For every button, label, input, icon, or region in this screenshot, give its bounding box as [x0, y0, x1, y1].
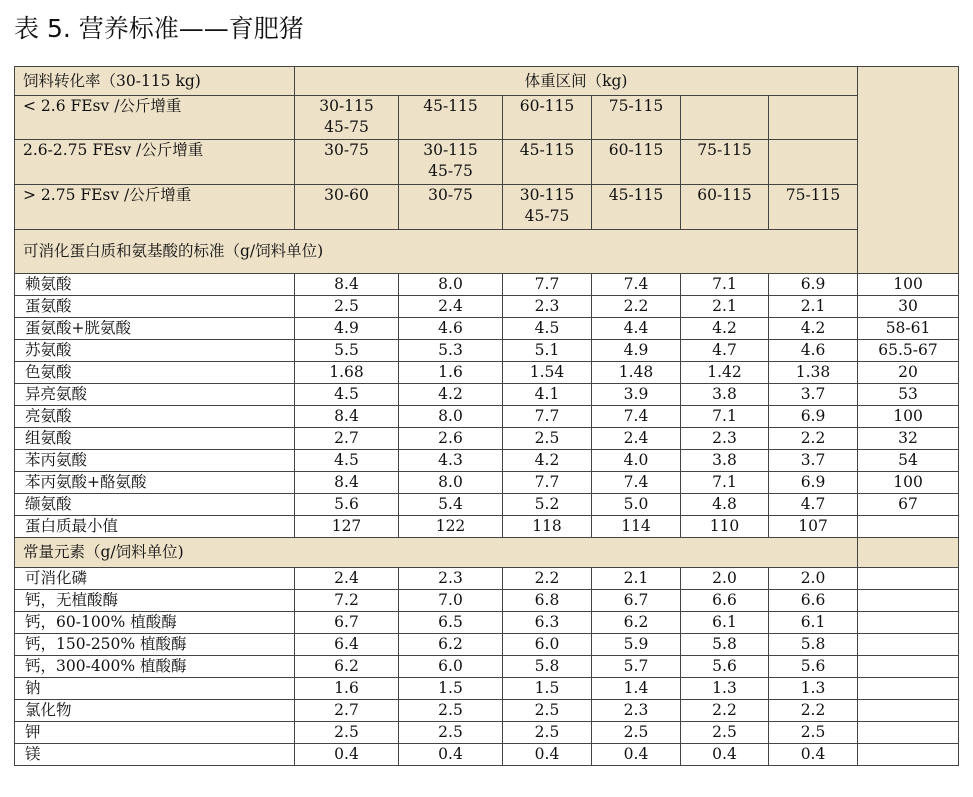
amino-value: 4.7: [769, 494, 858, 516]
amino-value: 5.4: [399, 494, 503, 516]
amino-row: [15, 450, 959, 472]
mineral-value: 2.2: [503, 568, 592, 590]
mineral-value: 0.4: [295, 744, 399, 766]
amino-value: 2.1: [681, 296, 769, 318]
mineral-value: 0.4: [503, 744, 592, 766]
fcr-header: 饲料转化率（30-115 kg): [15, 67, 295, 96]
range-value: 60-115: [608, 141, 664, 159]
amino-value: 1.6: [399, 362, 503, 384]
amino-value: 3.9: [592, 384, 681, 406]
mineral-value: 2.2: [769, 700, 858, 722]
lysine-percent: 20: [858, 362, 959, 384]
mineral-blank: [858, 744, 959, 766]
amino-row: [15, 296, 959, 318]
weight-range-cell: [769, 140, 858, 185]
amino-value: 5.3: [399, 340, 503, 362]
lysine-percent: 67: [858, 494, 959, 516]
mineral-row: [15, 568, 959, 590]
weight-range-cell: [592, 140, 681, 185]
mineral-value: 1.3: [681, 678, 769, 700]
amino-value: 4.6: [399, 318, 503, 340]
weight-range-cell: [503, 96, 592, 140]
amino-value: 4.5: [295, 450, 399, 472]
mineral-value: 6.6: [769, 590, 858, 612]
mineral-value: 1.6: [295, 678, 399, 700]
amino-value: 4.5: [295, 384, 399, 406]
mineral-blank: [858, 590, 959, 612]
mineral-value: 6.7: [592, 590, 681, 612]
mineral-value: 6.4: [295, 634, 399, 656]
amino-value: 5.0: [592, 494, 681, 516]
amino-value: 127: [295, 516, 399, 538]
mineral-name: 钾: [15, 722, 295, 744]
mineral-value: 0.4: [769, 744, 858, 766]
amino-value: 8.4: [295, 406, 399, 428]
amino-value: 8.4: [295, 274, 399, 296]
mineral-blank: [858, 634, 959, 656]
mineral-value: 5.8: [769, 634, 858, 656]
mineral-blank: [858, 678, 959, 700]
mineral-row: [15, 722, 959, 744]
page-title: 表 5. 营养标准——育肥猪: [14, 14, 304, 43]
amino-row: [15, 428, 959, 450]
mineral-value: 2.3: [399, 568, 503, 590]
mineral-value: 2.5: [503, 700, 592, 722]
amino-value: 4.9: [592, 340, 681, 362]
mineral-value: 5.8: [681, 634, 769, 656]
mineral-value: 6.2: [295, 656, 399, 678]
range-value: 45-115: [423, 97, 478, 115]
mineral-value: 0.4: [681, 744, 769, 766]
range-value: 30-75: [428, 186, 473, 204]
weight-range-cell: [399, 140, 503, 185]
amino-value: 4.3: [399, 450, 503, 472]
amino-value: 7.4: [592, 472, 681, 494]
amino-value: 2.3: [681, 428, 769, 450]
amino-name: 赖氨酸: [15, 274, 295, 296]
amino-value: 1.42: [681, 362, 769, 384]
amino-value: 4.2: [769, 318, 858, 340]
lysine-percent: 58-61: [858, 318, 959, 340]
amino-value: 4.2: [503, 450, 592, 472]
mineral-name: 钙，150-250% 植酸酶: [15, 634, 295, 656]
mineral-value: 1.5: [399, 678, 503, 700]
amino-name: 组氨酸: [15, 428, 295, 450]
weight-range-cell: [399, 96, 503, 140]
lysine-percent: 53: [858, 384, 959, 406]
mineral-value: 6.8: [503, 590, 592, 612]
header-blank-cell: [858, 67, 959, 274]
amino-value: 4.7: [681, 340, 769, 362]
mineral-row: [15, 656, 959, 678]
mineral-blank: [858, 612, 959, 634]
amino-value: 8.0: [399, 472, 503, 494]
amino-value: 4.0: [592, 450, 681, 472]
lysine-percent: 100: [858, 274, 959, 296]
amino-value: 4.9: [295, 318, 399, 340]
amino-value: 4.6: [769, 340, 858, 362]
range-value: 45-115: [608, 186, 664, 204]
weight-range-cell: [503, 185, 592, 230]
amino-value: 7.7: [503, 406, 592, 428]
mineral-name: 氯化物: [15, 700, 295, 722]
amino-value: 5.6: [295, 494, 399, 516]
lysine-percent: 32: [858, 428, 959, 450]
amino-value: 107: [769, 516, 858, 538]
weight-range-cell: [592, 185, 681, 230]
mineral-value: 0.4: [592, 744, 681, 766]
lysine-percent: 100: [858, 472, 959, 494]
amino-value: 114: [592, 516, 681, 538]
mineral-blank: [858, 722, 959, 744]
mineral-value: 6.2: [592, 612, 681, 634]
range-value: 45-115: [519, 141, 575, 159]
mineral-section-header: [15, 538, 959, 568]
range-value: 60-115: [519, 97, 575, 115]
range-value: 30-75: [324, 141, 369, 159]
mineral-value: 2.4: [295, 568, 399, 590]
mineral-value: 2.5: [295, 722, 399, 744]
amino-value: 3.8: [681, 384, 769, 406]
amino-row: [15, 274, 959, 296]
amino-row: [15, 406, 959, 428]
mineral-value: 0.4: [399, 744, 503, 766]
weight-range-cell: [769, 96, 858, 140]
mineral-value: 6.0: [399, 656, 503, 678]
amino-value: 7.1: [681, 406, 769, 428]
mineral-row: [15, 634, 959, 656]
amino-name: 苯丙氨酸+酪氨酸: [15, 472, 295, 494]
range-value: 75-115: [608, 97, 664, 115]
weight-range-cell: [681, 185, 769, 230]
mineral-value: 6.1: [681, 612, 769, 634]
amino-name: 蛋氨酸+胱氨酸: [15, 318, 295, 340]
amino-section-header: [15, 230, 959, 274]
amino-value: 110: [681, 516, 769, 538]
mineral-value: 6.5: [399, 612, 503, 634]
mineral-name: 可消化磷: [15, 568, 295, 590]
amino-value: 1.54: [503, 362, 592, 384]
amino-value: 4.5: [503, 318, 592, 340]
range-value: 75-115: [785, 186, 841, 204]
range-value: 75-115: [697, 141, 752, 159]
amino-value: 118: [503, 516, 592, 538]
mineral-section-label: 常量元素（g/饲料单位): [15, 538, 858, 568]
amino-row: [15, 384, 959, 406]
amino-value: 3.7: [769, 450, 858, 472]
amino-name: 亮氨酸: [15, 406, 295, 428]
amino-value: 8.0: [399, 406, 503, 428]
mineral-value: 2.1: [592, 568, 681, 590]
fcr-label: > 2.75 FEsv /公斤增重: [15, 185, 295, 230]
mineral-value: 2.5: [399, 722, 503, 744]
amino-value: 1.68: [295, 362, 399, 384]
mineral-name: 钙，60-100% 植酸酶: [15, 612, 295, 634]
amino-name: 缬氨酸: [15, 494, 295, 516]
range-value: 30-115: [423, 141, 478, 159]
mineral-name: 镁: [15, 744, 295, 766]
mineral-header-blank: [858, 538, 959, 568]
amino-value: 4.1: [503, 384, 592, 406]
amino-value: 5.1: [503, 340, 592, 362]
range-value: 30-115: [319, 97, 374, 115]
amino-row: [15, 340, 959, 362]
amino-row: [15, 362, 959, 384]
mineral-value: 5.6: [681, 656, 769, 678]
amino-value: 2.2: [769, 428, 858, 450]
mineral-value: 6.3: [503, 612, 592, 634]
amino-row: [15, 472, 959, 494]
amino-value: 4.4: [592, 318, 681, 340]
amino-name: 苯丙氨酸: [15, 450, 295, 472]
amino-name: 苏氨酸: [15, 340, 295, 362]
amino-value: 2.6: [399, 428, 503, 450]
amino-value: 2.1: [769, 296, 858, 318]
range-value: 45-75: [524, 207, 570, 225]
fcr-row: [15, 140, 959, 185]
amino-name: 色氨酸: [15, 362, 295, 384]
weight-range-cell: [681, 96, 769, 140]
mineral-value: 2.7: [295, 700, 399, 722]
mineral-row: [15, 744, 959, 766]
mineral-value: 2.5: [399, 700, 503, 722]
weight-range-header: 体重区间（kg): [295, 67, 858, 96]
mineral-value: 2.0: [769, 568, 858, 590]
range-value: 45-75: [324, 118, 369, 136]
range-value: 30-60: [324, 186, 369, 204]
mineral-value: 1.3: [769, 678, 858, 700]
fcr-row: [15, 96, 959, 140]
fcr-row: [15, 185, 959, 230]
amino-value: 1.38: [769, 362, 858, 384]
amino-value: 122: [399, 516, 503, 538]
amino-value: 5.5: [295, 340, 399, 362]
amino-value: 2.7: [295, 428, 399, 450]
weight-range-cell: [503, 140, 592, 185]
mineral-name: 钙，300-400% 植酸酶: [15, 656, 295, 678]
amino-section-label: 可消化蛋白质和氨基酸的标准（g/饲料单位): [15, 230, 858, 274]
mineral-value: 6.1: [769, 612, 858, 634]
weight-range-cell: [769, 185, 858, 230]
amino-row: [15, 516, 959, 538]
mineral-value: 5.8: [503, 656, 592, 678]
weight-range-cell: [295, 96, 399, 140]
mineral-name: 钠: [15, 678, 295, 700]
mineral-value: 1.4: [592, 678, 681, 700]
amino-value: 7.7: [503, 274, 592, 296]
weight-range-cell: [295, 185, 399, 230]
mineral-value: 6.0: [503, 634, 592, 656]
nutrition-table: [14, 66, 959, 766]
lysine-percent: 65.5-67: [858, 340, 959, 362]
amino-value: 2.5: [295, 296, 399, 318]
amino-value: 5.2: [503, 494, 592, 516]
mineral-row: [15, 590, 959, 612]
amino-value: 4.2: [681, 318, 769, 340]
amino-value: 3.8: [681, 450, 769, 472]
mineral-value: 2.5: [503, 722, 592, 744]
mineral-value: 6.2: [399, 634, 503, 656]
range-value: 30-115: [519, 186, 575, 204]
mineral-row: [15, 612, 959, 634]
mineral-value: 5.7: [592, 656, 681, 678]
amino-row: [15, 318, 959, 340]
mineral-row: [15, 678, 959, 700]
mineral-blank: [858, 656, 959, 678]
amino-value: 7.4: [592, 406, 681, 428]
lysine-percent: 100: [858, 406, 959, 428]
weight-range-cell: [399, 185, 503, 230]
mineral-value: 2.3: [592, 700, 681, 722]
mineral-row: [15, 700, 959, 722]
amino-value: 6.9: [769, 406, 858, 428]
mineral-value: 1.5: [503, 678, 592, 700]
amino-value: 3.7: [769, 384, 858, 406]
lysine-percent: 54: [858, 450, 959, 472]
mineral-value: 6.7: [295, 612, 399, 634]
amino-value: 6.9: [769, 472, 858, 494]
amino-name: 异亮氨酸: [15, 384, 295, 406]
fcr-label: 2.6-2.75 FEsv /公斤增重: [15, 140, 295, 185]
range-value: 45-75: [428, 162, 473, 180]
mineral-blank: [858, 700, 959, 722]
amino-value: 2.4: [592, 428, 681, 450]
lysine-percent: [858, 516, 959, 538]
amino-value: 1.48: [592, 362, 681, 384]
mineral-value: 2.2: [681, 700, 769, 722]
amino-value: 2.3: [503, 296, 592, 318]
amino-value: 7.1: [681, 472, 769, 494]
amino-value: 2.4: [399, 296, 503, 318]
amino-value: 4.8: [681, 494, 769, 516]
weight-range-cell: [295, 140, 399, 185]
lysine-percent: 30: [858, 296, 959, 318]
mineral-blank: [858, 568, 959, 590]
mineral-name: 钙，无植酸酶: [15, 590, 295, 612]
mineral-value: 2.0: [681, 568, 769, 590]
mineral-value: 7.0: [399, 590, 503, 612]
mineral-value: 2.5: [769, 722, 858, 744]
mineral-value: 5.6: [769, 656, 858, 678]
amino-value: 7.4: [592, 274, 681, 296]
amino-row: [15, 494, 959, 516]
weight-range-cell: [592, 96, 681, 140]
amino-value: 4.2: [399, 384, 503, 406]
amino-value: 8.0: [399, 274, 503, 296]
amino-value: 6.9: [769, 274, 858, 296]
range-value: 60-115: [697, 186, 752, 204]
amino-value: 7.7: [503, 472, 592, 494]
amino-value: 8.4: [295, 472, 399, 494]
amino-name: 蛋氨酸: [15, 296, 295, 318]
amino-value: 2.2: [592, 296, 681, 318]
mineral-value: 7.2: [295, 590, 399, 612]
mineral-value: 5.9: [592, 634, 681, 656]
amino-value: 7.1: [681, 274, 769, 296]
amino-value: 2.5: [503, 428, 592, 450]
mineral-value: 2.5: [592, 722, 681, 744]
mineral-value: 6.6: [681, 590, 769, 612]
amino-name: 蛋白质最小值: [15, 516, 295, 538]
mineral-value: 2.5: [681, 722, 769, 744]
fcr-label: < 2.6 FEsv /公斤增重: [15, 96, 295, 140]
weight-range-cell: [681, 140, 769, 185]
